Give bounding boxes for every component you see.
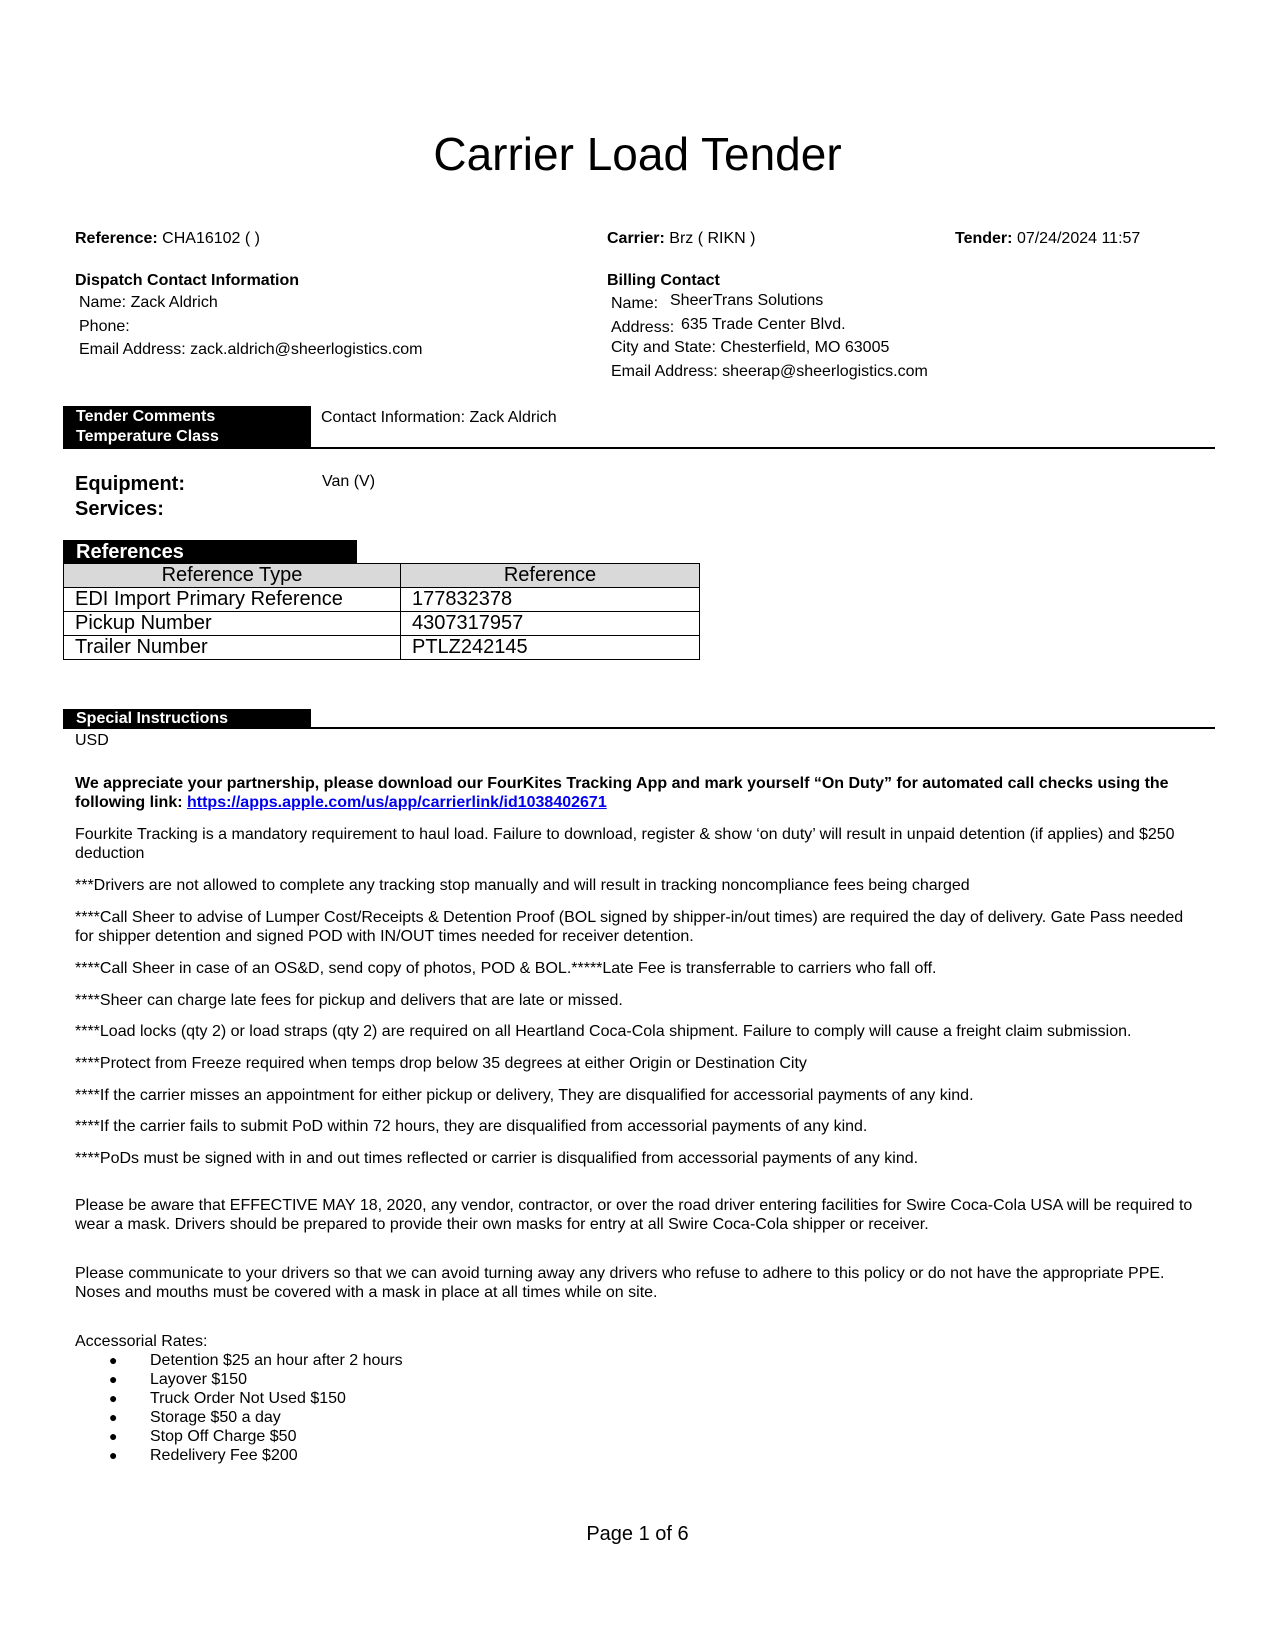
- temperature-class-label: Temperature Class: [76, 428, 219, 445]
- instruction-paragraph: ****If the carrier fails to submit PoD within 72 hours, they are disqualified from accessorial payments of any kind.: [75, 1118, 868, 1135]
- list-item: [75, 1370, 403, 1389]
- instruction-paragraph: ****PoDs must be signed with in and out times reflected or carrier is disqualified from accessorial payments of any kind.: [75, 1150, 919, 1167]
- special-instructions-heading: Special Instructions: [63, 709, 311, 729]
- tender-comments-label: Tender Comments: [76, 408, 216, 425]
- carrier-field: [607, 229, 755, 249]
- bullet-icon: ●: [109, 1409, 118, 1425]
- accessorial-item-text: Detention $25 an hour after 2 hours: [150, 1352, 403, 1369]
- instruction-paragraph: ****Protect from Freeze required when temps drop below 35 degrees at either Origin or Destination City: [75, 1055, 807, 1072]
- accessorial-item-text: Layover $150: [150, 1371, 247, 1388]
- billing-address-label: Address:: [611, 319, 675, 336]
- column-header-reference: Reference: [401, 564, 700, 588]
- bullet-icon: ●: [109, 1447, 118, 1463]
- tender-value: 07/24/2024 11:57: [1016, 230, 1141, 247]
- instruction-paragraph: ***Drivers are not allowed to complete any tracking stop manually and will result in tracking noncompliance fees being charged: [75, 877, 970, 894]
- reference-value-cell: PTLZ242145: [401, 636, 700, 660]
- billing-address-value: 635 Trade Center Blvd.: [681, 316, 846, 333]
- tender-field: [955, 229, 1140, 249]
- reference-value: CHA16102 ( ): [162, 230, 260, 247]
- equipment-value: Van (V): [322, 473, 376, 490]
- page-title: Carrier Load Tender: [433, 128, 842, 180]
- mask-policy-paragraph: Please be aware that EFFECTIVE MAY 18, 2020, any vendor, contractor, or over the road driver entering facilities for Swire Coca-Cola USA will be required to wear a mask. Drivers should be prepared to provide their own masks for entry at all Swire Coca-Cola shipper or receiver.: [75, 1197, 1193, 1233]
- accessorial-item-text: Storage $50 a day: [150, 1409, 281, 1426]
- tender-comments-bar: [63, 406, 311, 448]
- tracking-app-paragraph: [75, 774, 1195, 812]
- list-item: [75, 1427, 403, 1446]
- carrier-value: Brz ( RIKN ): [669, 230, 756, 247]
- references-heading: References: [63, 540, 357, 564]
- instruction-paragraph: ****Load locks (qty 2) or load straps (qty 2) are required on all Heartland Coca-Cola shipment. Failure to comply will cause a freight claim submission.: [75, 1023, 1132, 1040]
- instruction-paragraph: ****Sheer can charge late fees for pickup and delivers that are late or missed.: [75, 992, 623, 1009]
- dispatch-heading: Dispatch Contact Information: [75, 272, 300, 289]
- bullet-icon: ●: [109, 1371, 118, 1387]
- table-row: [64, 612, 700, 636]
- services-label: Services:: [75, 498, 164, 520]
- tender-comments-value: Contact Information: Zack Aldrich: [321, 409, 557, 426]
- dispatch-phone: Phone:: [79, 318, 130, 335]
- divider-line: [63, 447, 1215, 449]
- special-instructions-rule: [311, 727, 1215, 729]
- reference-type-cell: Pickup Number: [64, 612, 401, 636]
- billing-name-label: Name:: [611, 295, 659, 312]
- carrier-label: Carrier:: [607, 230, 665, 247]
- reference-type-cell: EDI Import Primary Reference: [64, 588, 401, 612]
- billing-email: Email Address: sheerap@sheerlogistics.com: [611, 363, 928, 380]
- dispatch-name: Name: Zack Aldrich: [79, 294, 218, 311]
- instruction-paragraph: ****If the carrier misses an appointment for either pickup or delivery, They are disqualified for accessorial payments of any kind.: [75, 1087, 974, 1104]
- accessorial-list: [75, 1351, 403, 1465]
- billing-city-state: City and State: Chesterfield, MO 63005: [611, 339, 890, 356]
- billing-name-value: SheerTrans Solutions: [670, 292, 824, 309]
- table-row: [64, 636, 700, 660]
- tracking-app-link[interactable]: https://apps.apple.com/us/app/carrierlink/id1038402671: [186, 794, 607, 811]
- currency-text: USD: [75, 732, 109, 749]
- accessorial-item-text: Truck Order Not Used $150: [150, 1390, 346, 1407]
- reference-value-cell: 177832378: [401, 588, 700, 612]
- accessorial-item-text: Redelivery Fee $200: [150, 1447, 298, 1464]
- reference-field: [75, 229, 260, 249]
- column-header-reference-type: Reference Type: [64, 564, 401, 588]
- bullet-icon: ●: [109, 1428, 118, 1444]
- list-item: [75, 1446, 403, 1465]
- reference-type-cell: Trailer Number: [64, 636, 401, 660]
- tracking-app-intro: We appreciate your partnership, please download our FourKites Tracking App and mark yourself “On Duty” for automated call checks using the following link:: [75, 775, 1169, 811]
- instruction-paragraph: ****Call Sheer to advise of Lumper Cost/Receipts & Detention Proof (BOL signed by shipper-in/out times) are required the day of delivery. Gate Pass needed for shipper detention and signed POD with IN/OUT times needed for receiver detention.: [75, 909, 1184, 945]
- instruction-paragraph: Fourkite Tracking is a mandatory requirement to haul load. Failure to download, register & show ‘on duty’ will result in unpaid detention (if applies) and $250 deduction: [75, 826, 1175, 862]
- reference-value-cell: 4307317957: [401, 612, 700, 636]
- accessorial-item-text: Stop Off Charge $50: [150, 1428, 297, 1445]
- accessorial-heading: Accessorial Rates:: [75, 1333, 208, 1350]
- instruction-paragraph: ****Call Sheer in case of an OS&D, send copy of photos, POD & BOL.*****Late Fee is transferrable to carriers who fall off.: [75, 960, 937, 977]
- bullet-icon: ●: [109, 1352, 118, 1368]
- bullet-icon: ●: [109, 1390, 118, 1406]
- reference-label: Reference:: [75, 230, 158, 247]
- billing-heading: Billing Contact: [607, 272, 720, 289]
- dispatch-email: Email Address: zack.aldrich@sheerlogistics.com: [79, 341, 423, 358]
- references-table: [63, 563, 700, 660]
- list-item: [75, 1351, 403, 1370]
- list-item: [75, 1408, 403, 1427]
- page-number: Page 1 of 6: [586, 1523, 689, 1545]
- list-item: [75, 1389, 403, 1408]
- ppe-policy-paragraph: Please communicate to your drivers so that we can avoid turning away any drivers who refuse to adhere to this policy or do not have the appropriate PPE. Noses and mouths must be covered with a mask in place at all times while on site.: [75, 1265, 1165, 1301]
- table-row: [64, 588, 700, 612]
- tender-label: Tender:: [955, 230, 1013, 247]
- table-header-row: [64, 564, 700, 588]
- equipment-label: Equipment:: [75, 473, 185, 495]
